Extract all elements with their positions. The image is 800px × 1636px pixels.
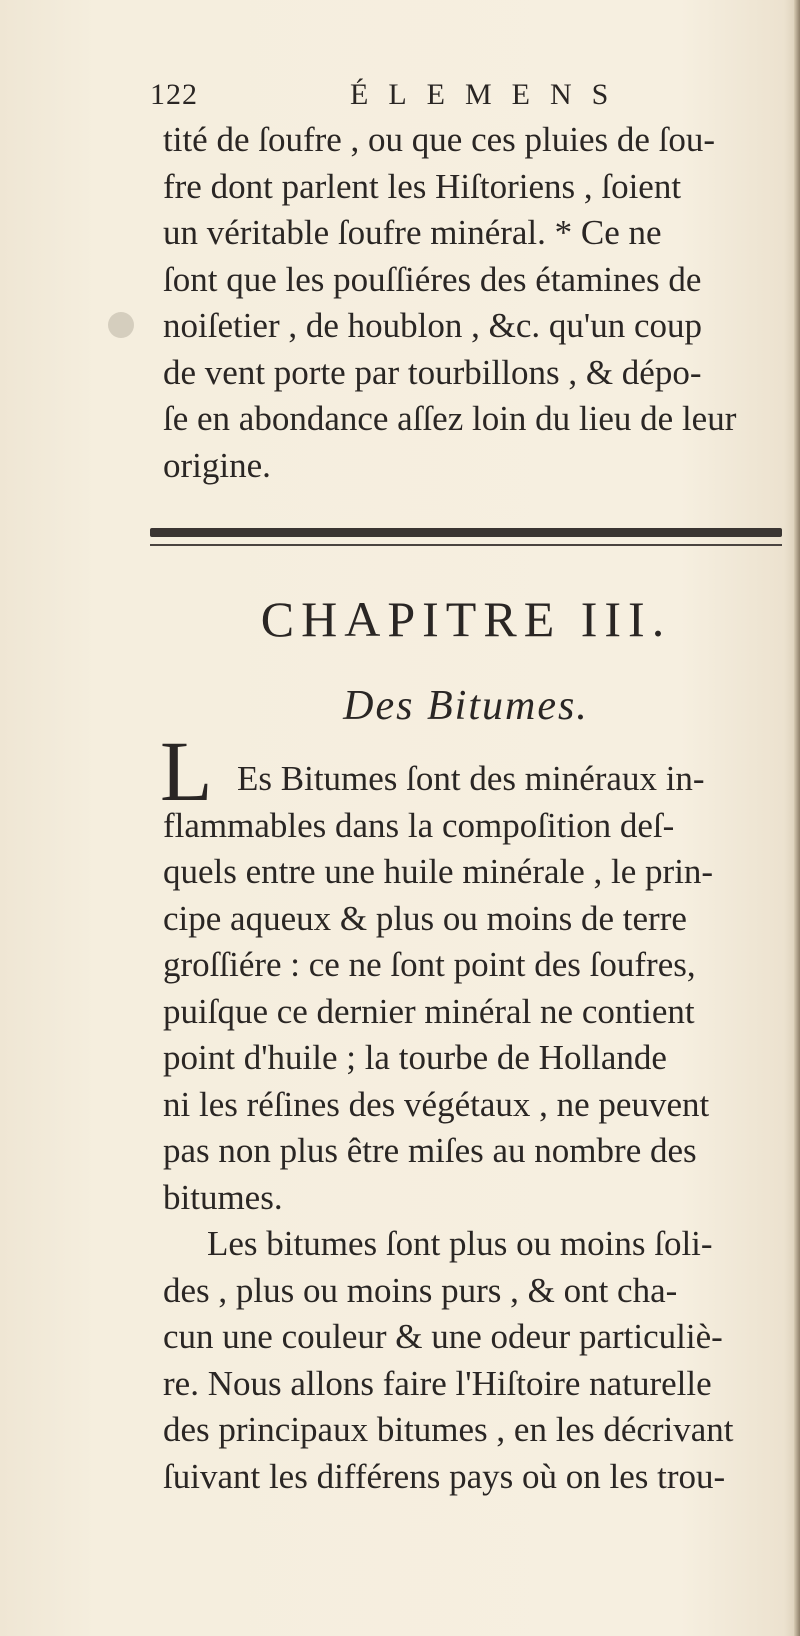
text-line: ſe en abondance aſſez loin du lieu de leur: [163, 399, 737, 438]
ornamental-rule-thick: [150, 528, 782, 537]
text-line: pas non plus être miſes au nombre des: [163, 1131, 697, 1170]
text-line: Les bitumes ſont plus ou moins ſoli-: [207, 1224, 713, 1263]
text-line: des , plus ou moins purs , & ont cha-: [163, 1270, 678, 1310]
continued-paragraph: [163, 117, 785, 489]
text-line: ſuivant les différens pays où on les trou-: [163, 1456, 726, 1496]
page-edge-shadow: [794, 0, 800, 1636]
text-line: cun une couleur & une odeur particuliè-: [163, 1317, 723, 1356]
chapter-body: [163, 756, 785, 1500]
paper-stain: [108, 312, 134, 338]
ornamental-rule-thin: [150, 544, 782, 546]
page-number: 122: [150, 78, 198, 111]
text-line: point d'huile ; la tourbe de Hollande: [163, 1038, 667, 1077]
text-line: un véritable ſoufre minéral. * Ce ne: [163, 213, 662, 252]
drop-cap: L: [160, 723, 213, 819]
text-line: puiſque ce dernier minéral ne contient: [163, 991, 695, 1031]
text-line: de vent porte par tourbillons , & dépo-: [163, 352, 702, 392]
text-line: fre dont parlent les Hiſtoriens , ſoient: [163, 166, 682, 206]
text-line: Es Bitumes ſont des minéraux in-: [237, 759, 705, 798]
chapter-title: Des Bitumes.: [343, 683, 589, 729]
text-line: bitumes.: [163, 1177, 283, 1217]
text-line: ſont que les pouſſiéres des étamines de: [163, 259, 702, 299]
text-line: noiſetier , de houblon , &c. qu'un coup: [163, 306, 702, 345]
text-line: quels entre une huile minérale , le prin-: [163, 852, 714, 891]
text-line: tité de ſoufre , ou que ces pluies de ſou-: [163, 120, 716, 159]
running-header: [150, 78, 650, 118]
text-line: ni les réſines des végétaux , ne peuvent: [163, 1084, 710, 1124]
chapter-heading: CHAPITRE III.: [260, 591, 672, 647]
text-line: groſſiére : ce ne ſont point des ſoufres,: [163, 945, 696, 984]
text-line: re. Nous allons faire l'Hiſtoire naturelle: [163, 1363, 712, 1403]
running-title: ÉLEMENS: [350, 78, 629, 111]
text-line: flammables dans la compoſition deſ-: [163, 805, 675, 845]
text-line: origine.: [163, 445, 271, 485]
text-line: cipe aqueux & plus ou moins de terre: [163, 898, 687, 938]
text-line: des principaux bitumes , en les décrivant: [163, 1410, 734, 1449]
